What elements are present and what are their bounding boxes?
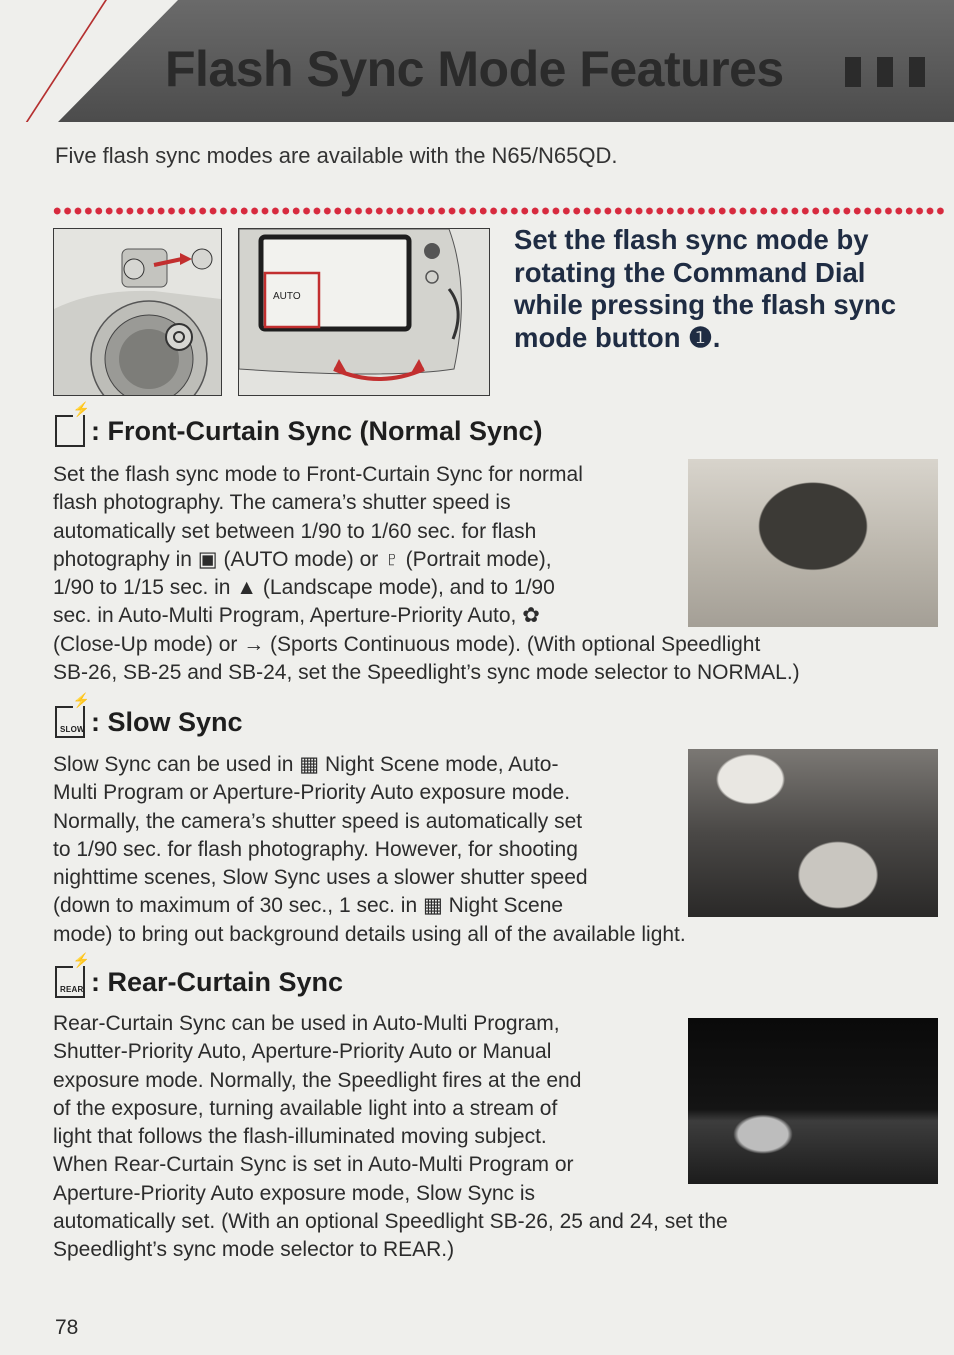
body-line: to 1/90 sec. for flash photography. However, for shooting — [53, 837, 578, 861]
body-line: sec. in Auto-Multi Program, Aperture-Priority Auto, ✿ — [53, 604, 540, 628]
body-line: (Close-Up mode) or → (Sports Continuous mode). (With optional Speedlight — [53, 632, 761, 656]
rear-curtain-sync-icon: ⚡ REAR — [55, 966, 85, 998]
slow-sync-body — [53, 751, 693, 949]
auto-mode-label: AUTO — [273, 291, 301, 302]
rear-curtain-body — [53, 1010, 728, 1265]
body-line: nighttime scenes, Slow Sync uses a slower shutter speed — [53, 866, 588, 890]
dotted-divider — [52, 206, 944, 216]
body-line: 1/90 to 1/15 sec. in ▲ (Landscape mode), and to 1/90 — [53, 576, 555, 600]
body-line: automatically set. (With an optional Speedlight SB-26, 25 and 24, set the — [53, 1210, 728, 1234]
body-line: photography in ▣ (AUTO mode) or ♇ (Portrait mode), — [53, 547, 552, 571]
body-line: When Rear-Curtain Sync is set in Auto-Multi Program or — [53, 1153, 574, 1177]
body-line: Slow Sync can be used in ▦ Night Scene mode, Auto- — [53, 753, 559, 776]
front-curtain-sync-icon: ⚡ — [55, 415, 85, 447]
body-line: mode) to bring out background details using all of the available light. — [53, 922, 686, 946]
body-line: Normally, the camera’s shutter speed is automatically set — [53, 809, 583, 833]
section-front-curtain-title — [55, 401, 543, 447]
intro-text: Five flash sync modes are available with the N65/N65QD. — [55, 143, 618, 168]
body-line: exposure mode. Normally, the Speedlight fires at the end — [53, 1068, 582, 1092]
page-title: Flash Sync Mode Features — [165, 41, 784, 97]
section-rear-curtain-title — [55, 952, 344, 998]
front-curtain-heading: : Front-Curtain Sync (Normal Sync) — [91, 416, 543, 446]
header-blocks-decoration — [845, 57, 925, 87]
rear-curtain-heading: : Rear-Curtain Sync — [91, 967, 344, 997]
body-line: of the exposure, turning available light into a stream of — [53, 1096, 558, 1120]
body-line: Shutter-Priority Auto, Aperture-Priority Auto or Manual — [53, 1040, 552, 1064]
front-curtain-body — [53, 461, 800, 687]
body-line: Rear-Curtain Sync can be used in Auto-Multi Program, — [53, 1012, 560, 1035]
rear-curtain-photo — [688, 1018, 938, 1184]
section-slow-sync-title — [55, 692, 243, 738]
body-line: light that follows the flash-illuminated moving subject. — [53, 1125, 547, 1149]
slow-sync-heading: : Slow Sync — [91, 707, 243, 737]
camera-top-illustration — [53, 228, 222, 396]
slow-sync-icon: ⚡ SLOW — [55, 706, 85, 738]
body-line: Aperture-Priority Auto exposure mode, Slow Sync is — [53, 1181, 536, 1205]
body-line: Set the flash sync mode to Front-Curtain Sync for normal — [53, 463, 583, 486]
instruction-text: Set the flash sync mode by rotating the Command Dial while pressing the flash sync mode button ❶. — [514, 224, 897, 353]
body-line: Speedlight’s sync mode selector to REAR.) — [53, 1238, 455, 1262]
body-line: SB-26, SB-25 and SB-24, set the Speedlight’s sync mode selector to NORMAL.) — [53, 661, 800, 685]
page-number: 78 — [55, 1316, 79, 1339]
front-curtain-photo — [688, 459, 938, 627]
body-line: (down to maximum of 30 sec., 1 sec. in ▦ Night Scene — [53, 894, 564, 918]
body-line: flash photography. The camera’s shutter speed is — [53, 491, 511, 515]
camera-back-illustration — [238, 228, 490, 396]
body-line: Multi Program or Aperture-Priority Auto exposure mode. — [53, 781, 571, 805]
body-line: automatically set between 1/90 to 1/60 sec. for flash — [53, 519, 537, 543]
slow-sync-photo — [688, 749, 938, 917]
